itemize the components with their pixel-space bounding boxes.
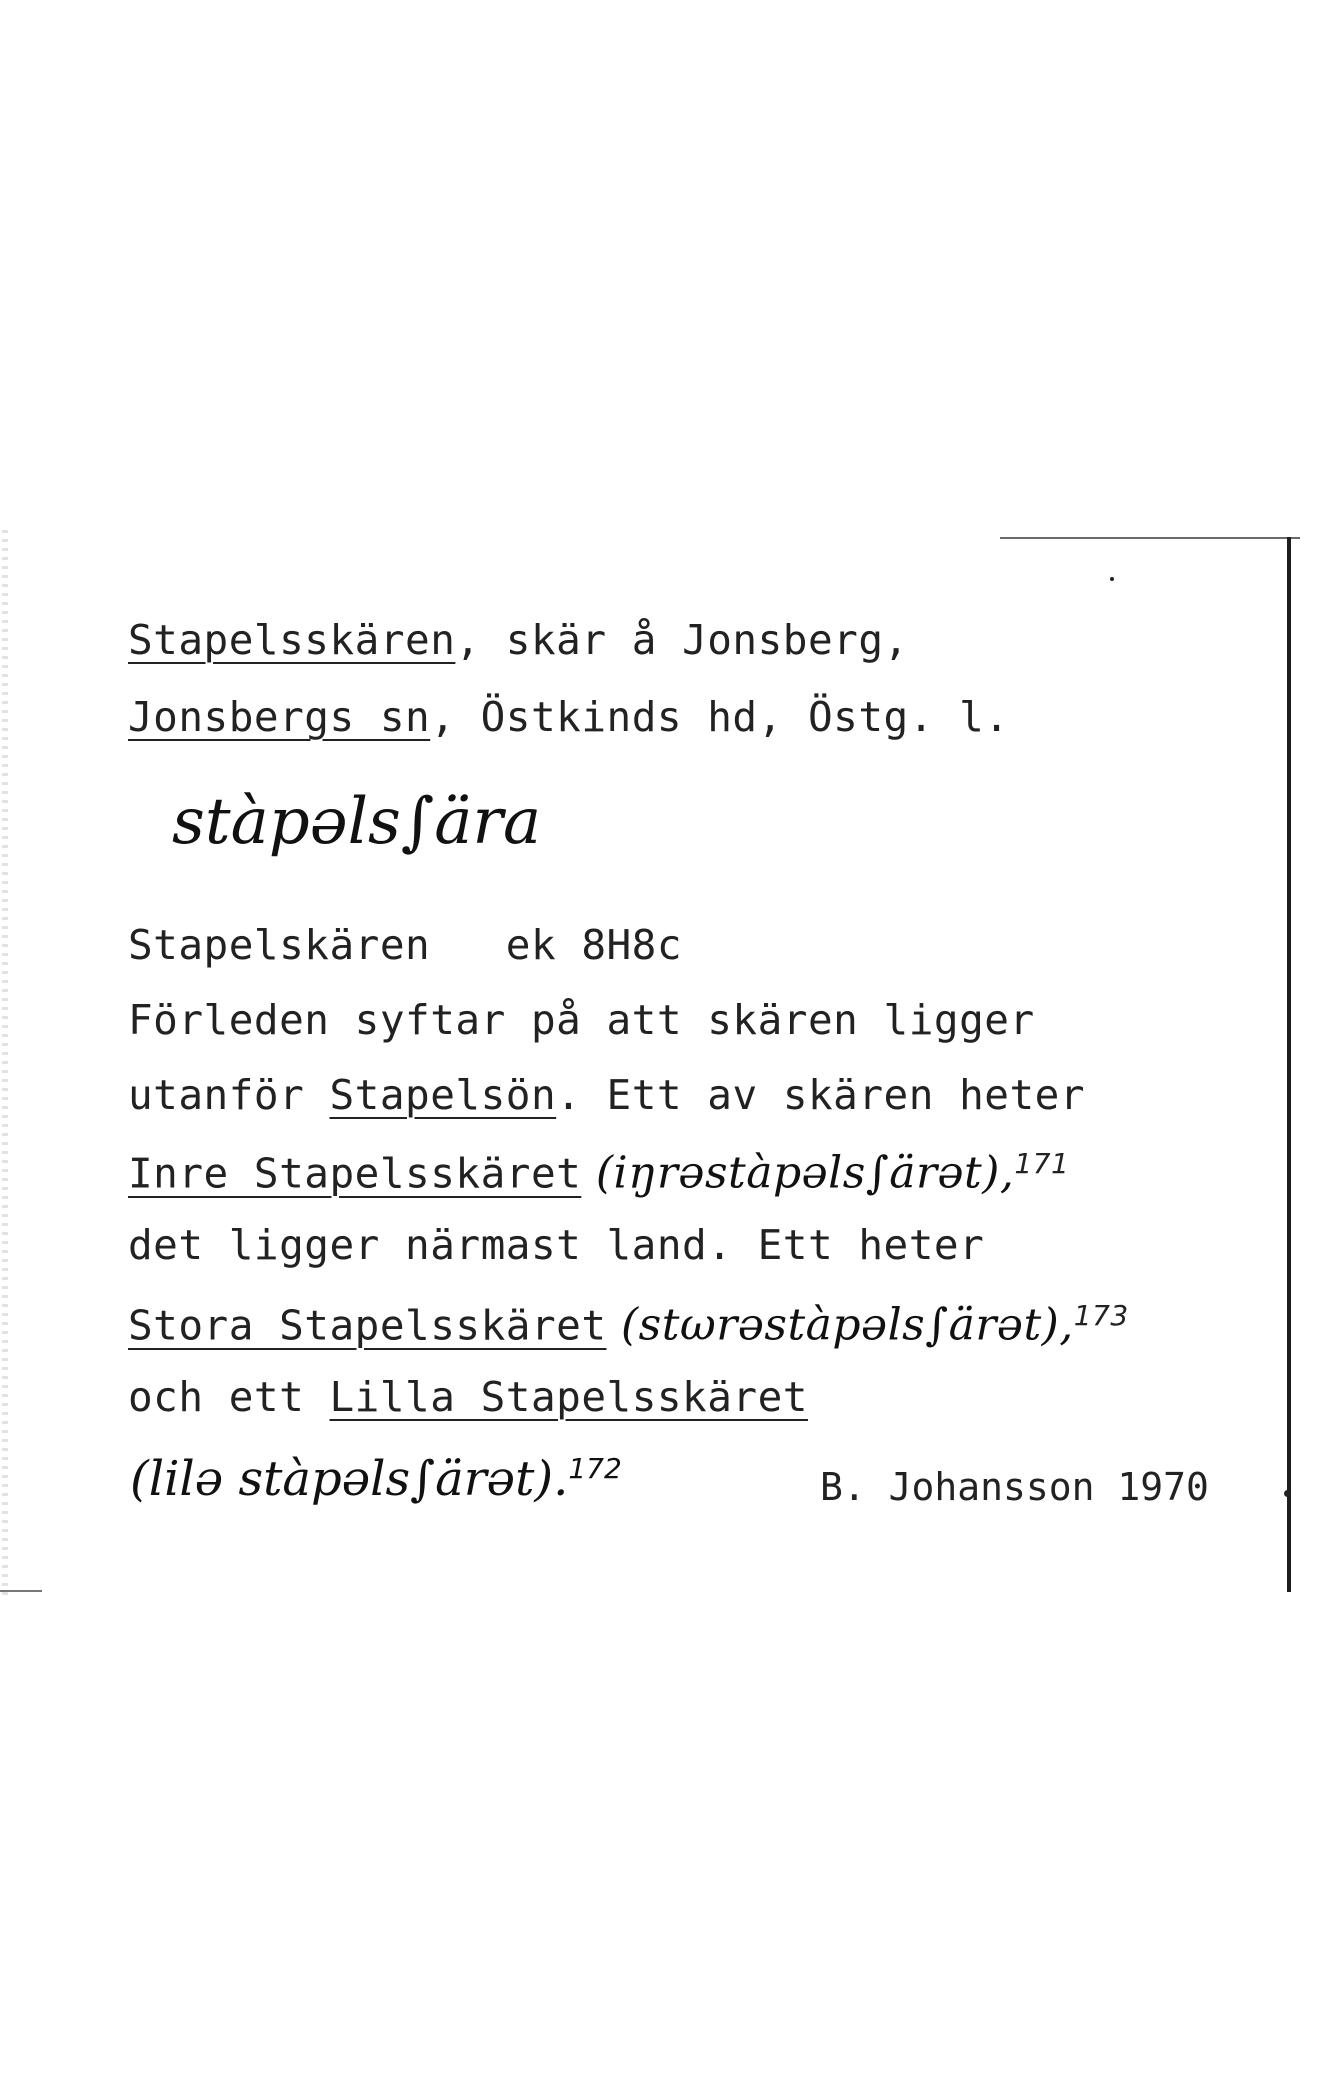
card-line-9: [128, 1373, 808, 1421]
card-edge-shadow: [2, 530, 8, 1600]
card-line-8: [128, 1299, 1129, 1351]
pronunciation-large: (stωrəstàpəls∫ärət),: [606, 1299, 1074, 1351]
handwritten-pronunciation: stàpəls∫ära: [172, 785, 542, 859]
skerry-small: Lilla Stapelsskäret: [329, 1373, 808, 1421]
card-line-5: [128, 1071, 1086, 1119]
card-line-2: [128, 693, 1010, 741]
card-edge-mark: [0, 1590, 42, 1592]
ref-171: 171: [1014, 1147, 1070, 1180]
ref-173: 173: [1073, 1299, 1129, 1332]
line-5-post: . Ett av skären heter: [556, 1071, 1086, 1119]
card-line-1: [128, 616, 909, 664]
card-line-10: [130, 1451, 622, 1507]
pronunciation-inner: (iŋrəstàpəls∫ärət),: [581, 1147, 1015, 1199]
skerry-inner: Inre Stapelsskäret: [128, 1149, 582, 1198]
signature: B. Johansson 1970: [820, 1465, 1209, 1509]
card-line-7: det ligger närmast land. Ett heter: [128, 1221, 985, 1269]
parish-name: Jonsbergs sn: [128, 693, 431, 741]
related-place: Stapelsön: [329, 1071, 557, 1119]
district-info: , Östkinds hd, Östg. l.: [430, 693, 1010, 741]
card-line-6: [128, 1147, 1070, 1199]
line-5-pre: utanför: [128, 1071, 330, 1119]
frame-top-line: [1000, 537, 1300, 539]
speck: [1110, 577, 1114, 581]
card-line-4: Förleden syftar på att skären ligger: [128, 996, 1035, 1044]
line-9-pre: och ett: [128, 1373, 330, 1421]
card-line-3: Stapelskären ek 8H8c: [128, 921, 683, 969]
pronunciation-small: (lilə stàpəls∫ärət).: [130, 1451, 569, 1507]
ref-172: 172: [568, 1452, 622, 1485]
skerry-large: Stora Stapelsskäret: [128, 1301, 607, 1350]
place-name: Stapelsskären: [128, 616, 456, 664]
frame-right-line: [1287, 537, 1291, 1592]
place-description: , skär å Jonsberg,: [455, 616, 909, 664]
signature-mark: [1284, 1490, 1291, 1497]
